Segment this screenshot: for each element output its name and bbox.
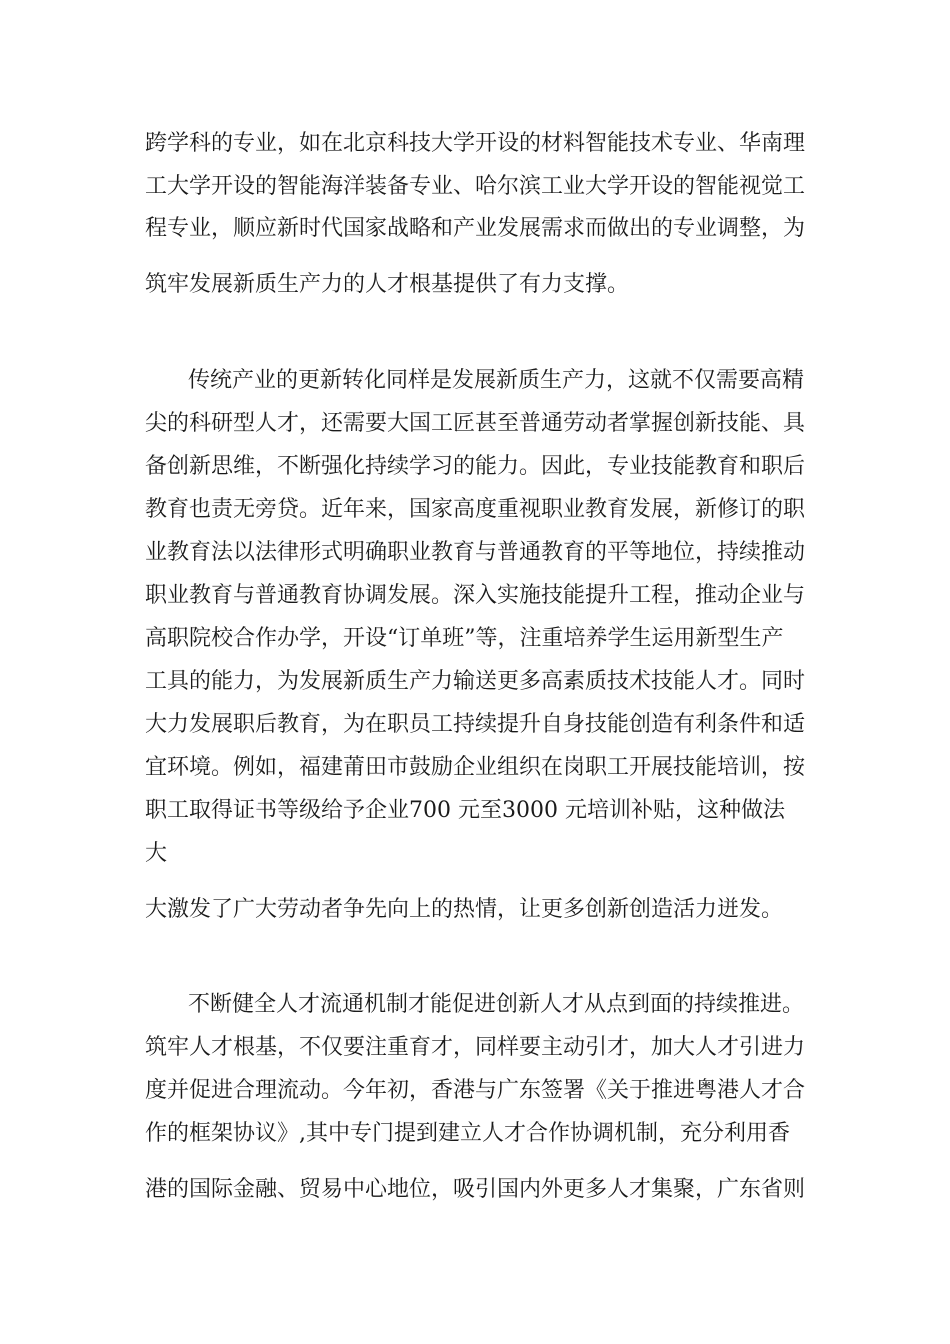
text-line: 程专业，顺应新时代国家战略和产业发展需求而做出的专业调整，为 bbox=[145, 216, 806, 241]
text-line: 大力发展职后教育，为在职员工持续提升自身技能创造有利条件和适 bbox=[145, 712, 806, 737]
text-line: 备创新思维，不断强化持续学习的能力。因此，专业技能教育和职后 bbox=[145, 454, 806, 479]
text-line: 大 bbox=[145, 841, 168, 866]
text-line: 教育也责无旁贷。近年来，国家高度重视职业教育发展，新修订的职 bbox=[145, 497, 806, 522]
text-line: 业教育法以法律形式明确职业教育与普通教育的平等地位，持续推动 bbox=[145, 540, 806, 565]
text-line: 港的国际金融、贸易中心地位，吸引国内外更多人才集聚，广东省则 bbox=[145, 1177, 806, 1202]
text-line: 职业教育与普通教育协调发展。深入实施技能提升工程，推动企业与 bbox=[145, 583, 806, 608]
text-line: 高职院校合作办学，开设“订单班”等，注重培养学生运用新型生产 bbox=[145, 626, 784, 651]
text-line: 尖的科研型人才，还需要大国工匠甚至普通劳动者掌握创新技能、具 bbox=[145, 411, 806, 436]
text-line: 筑牢人才根基，不仅要注重育才，同样要主动引才，加大人才引进力 bbox=[145, 1035, 806, 1060]
text-line: 大激发了广大劳动者争先向上的热情，让更多创新创造活力迸发。 bbox=[145, 897, 784, 922]
text-line: 筑牢发展新质生产力的人才根基提供了有力支撑。 bbox=[145, 272, 630, 297]
text-line: 作的框架协议》,其中专门提到建立人才合作协调机制，充分利用香 bbox=[145, 1121, 790, 1146]
text-line: 跨学科的专业，如在北京科技大学开设的材料智能技术专业、华南理 bbox=[145, 131, 806, 156]
text-line: 不断健全人才流通机制才能促进创新人才从点到面的持续推进。 bbox=[188, 992, 805, 1017]
text-line: 度并促进合理流动。今年初，香港与广东签署《关于推进粤港人才合 bbox=[145, 1078, 806, 1103]
text-line: 宜环境。例如，福建莆田市鼓励企业组织在岗职工开展技能培训，按 bbox=[145, 755, 806, 780]
text-line: 职工取得证书等级给予企业700 元至3000 元培训补贴，这种做法 bbox=[145, 798, 785, 823]
text-line: 传统产业的更新转化同样是发展新质生产力，这就不仅需要高精 bbox=[188, 368, 805, 393]
text-line: 工具的能力，为发展新质生产力输送更多高素质技术技能人才。同时 bbox=[145, 669, 806, 694]
text-line: 工大学开设的智能海洋装备专业、哈尔滨工业大学开设的智能视觉工 bbox=[145, 174, 806, 199]
